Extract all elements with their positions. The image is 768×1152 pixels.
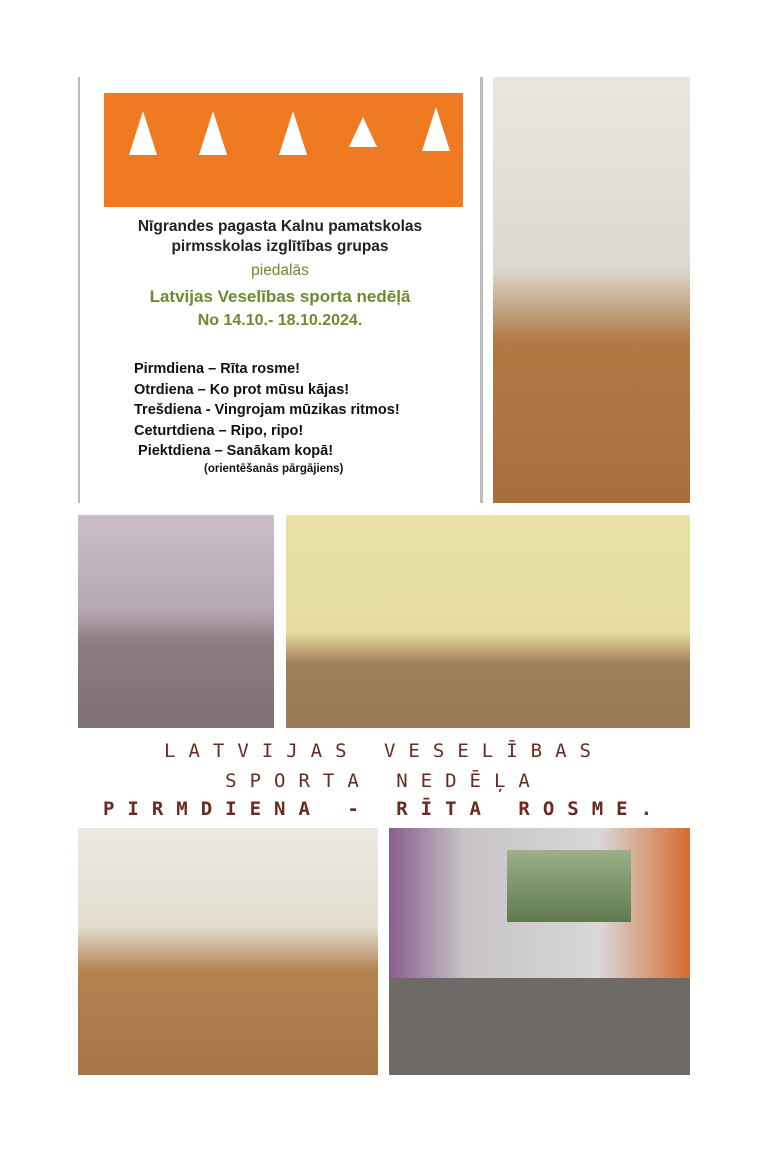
figure-icon	[422, 107, 450, 151]
floor	[389, 978, 690, 1075]
school-name: Nīgrandes pagasta Kalnu pamatskolas	[137, 218, 423, 235]
schedule-note: (orientēšanās pārgājiens)	[204, 462, 344, 475]
figure-icon	[129, 111, 157, 155]
caption-line-2: SPORTA NEDĒĻA	[225, 770, 543, 792]
participates-text: piedalās	[251, 262, 309, 279]
sport-figures-banner	[104, 93, 463, 207]
photo-children-stretching	[493, 77, 690, 503]
event-dates: No 14.10.- 18.10.2024.	[197, 312, 363, 329]
figure-icon	[199, 111, 227, 155]
photo-children-exercising	[78, 515, 274, 728]
caption-line-3: PIRMDIENA - RĪTA ROSME.	[102, 798, 666, 820]
event-name: Latvijas Veselības sporta nedēļā	[149, 287, 411, 306]
projection-screen	[507, 850, 631, 922]
photo-group-in-classroom	[286, 515, 690, 728]
schedule-item: Otrdiena – Ko prot mūsu kājas!	[134, 381, 350, 398]
photo-video-exercise	[389, 828, 690, 1075]
figure-icon	[279, 111, 307, 155]
photo-morning-exercise	[78, 828, 378, 1075]
schedule-item: Ceturtdiena – Ripo, ripo!	[134, 422, 304, 439]
schedule-item: Pirmdiena – Rīta rosme!	[134, 361, 300, 377]
group-name: pirmsskolas izglītības grupas	[171, 238, 389, 255]
figure-icon	[349, 117, 377, 147]
schedule-item: Piektdiena – Sanākam kopā!	[134, 443, 334, 459]
schedule	[134, 359, 400, 477]
event-poster	[78, 77, 483, 503]
caption-line-1: LATVIJAS VESELĪBAS	[164, 740, 604, 762]
schedule-item: Trešdiena - Vingrojam mūzikas ritmos!	[134, 402, 400, 418]
